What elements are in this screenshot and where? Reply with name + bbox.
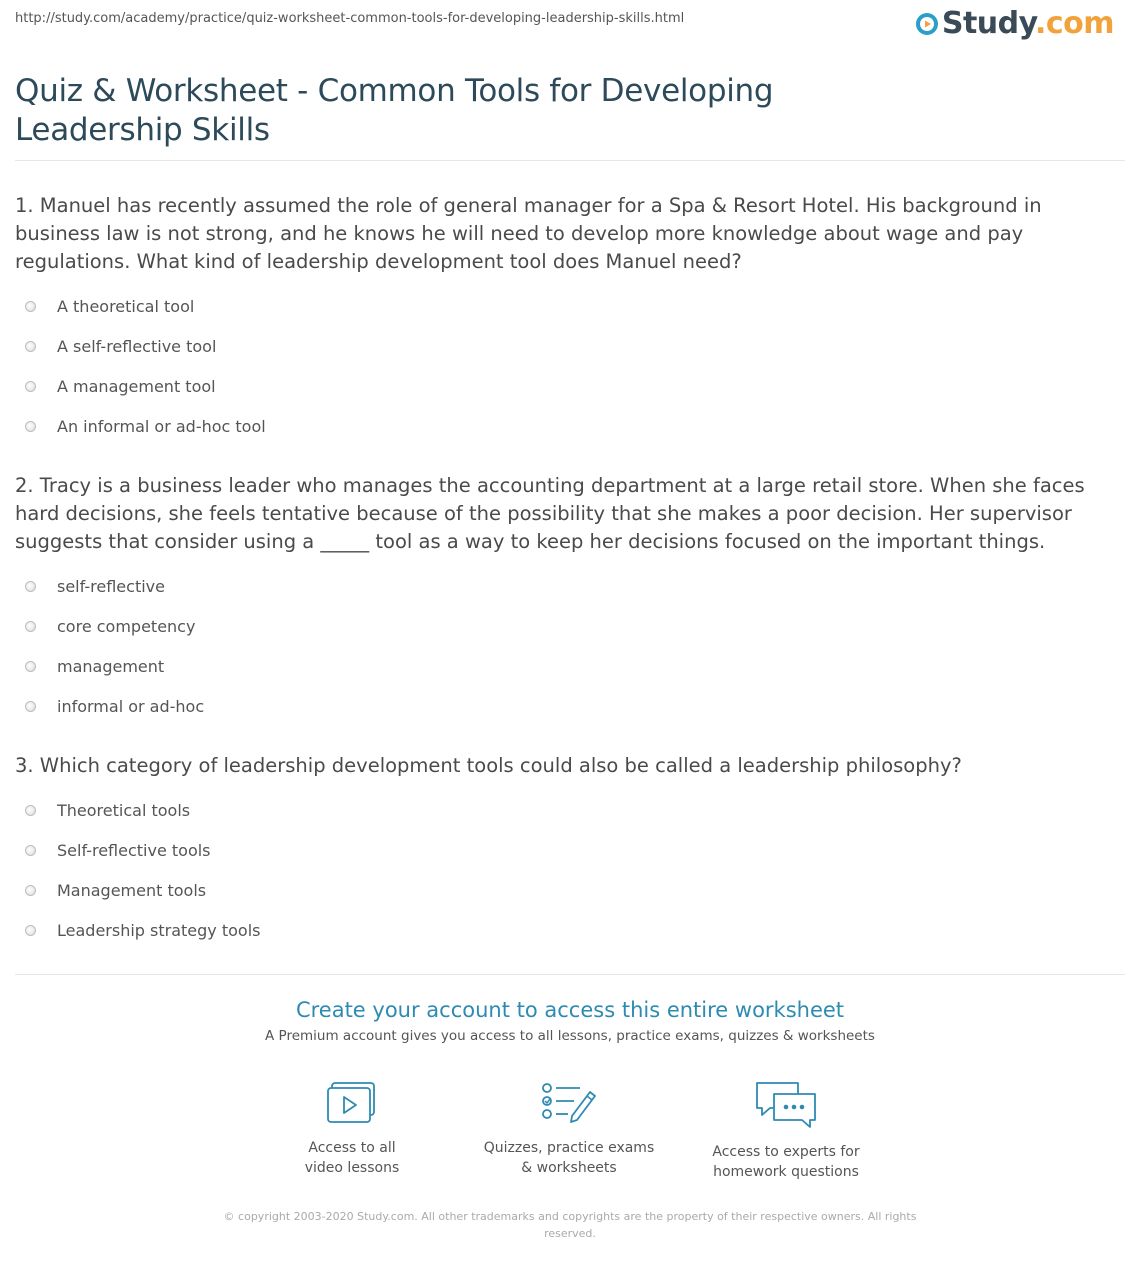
page-title: Quiz & Worksheet - Common Tools for Developing Leadership Skills: [15, 73, 774, 148]
question-text: 1. Manuel has recently assumed the role of general manager for a Spa & Resort Hotel. His background in business law is not strong, and he knows he will need to develop more knowledge about wage and pay regulations. What kind of leadership development tool does Manuel need?: [15, 194, 1042, 273]
radio-button[interactable]: [25, 925, 36, 936]
answer-label: Theoretical tools: [57, 800, 191, 820]
answer-label: Management tools: [57, 880, 207, 900]
answer-label: Leadership strategy tools: [57, 920, 261, 940]
radio-button[interactable]: [25, 845, 36, 856]
study-com-logo[interactable]: [915, 6, 1114, 42]
radio-button[interactable]: [25, 421, 36, 432]
answer-label: management: [57, 656, 165, 676]
answer-label: A management tool: [57, 376, 216, 396]
page-url: http://study.com/academy/practice/quiz-worksheet-common-tools-for-developing-leadership-skills.html: [15, 11, 685, 26]
radio-button[interactable]: [25, 581, 36, 592]
radio-button[interactable]: [25, 805, 36, 816]
radio-button[interactable]: [25, 381, 36, 392]
video-lessons-icon: [326, 1080, 378, 1126]
answer-option[interactable]: [15, 790, 1115, 830]
answer-option[interactable]: [15, 830, 1115, 870]
answer-option[interactable]: [15, 606, 1115, 646]
feature-video-lessons: [252, 1080, 452, 1178]
radio-button[interactable]: [25, 661, 36, 672]
quiz-checklist-icon: [540, 1080, 598, 1126]
question-1: [15, 192, 1115, 446]
answer-list: [15, 566, 1115, 726]
answer-label: An informal or ad-hoc tool: [57, 416, 266, 436]
answer-label: A theoretical tool: [57, 296, 195, 316]
answer-option[interactable]: [15, 286, 1115, 326]
answer-option[interactable]: [15, 326, 1115, 366]
answer-option[interactable]: [15, 366, 1115, 406]
answer-option[interactable]: [15, 566, 1115, 606]
feature-quizzes: [469, 1080, 669, 1178]
answer-option[interactable]: [15, 870, 1115, 910]
play-logo-icon: [915, 12, 939, 36]
feature-label: Access to all video lessons: [304, 1140, 400, 1176]
feature-label: Quizzes, practice exams & worksheets: [483, 1140, 655, 1176]
answer-list: [15, 790, 1115, 950]
answer-label: Self-reflective tools: [57, 840, 211, 860]
answer-option[interactable]: [15, 406, 1115, 446]
premium-description: A Premium account gives you access to all lessons, practice exams, quizzes & worksheets: [265, 1028, 875, 1044]
question-2: [15, 472, 1115, 726]
answer-option[interactable]: [15, 910, 1115, 950]
answer-label: core competency: [57, 616, 196, 636]
logo-wordmark: Study.com: [941, 6, 1114, 41]
question-text: 3. Which category of leadership development tools could also be called a leadership philosophy?: [15, 754, 962, 777]
radio-button[interactable]: [25, 341, 36, 352]
answer-label: A self-reflective tool: [57, 336, 217, 356]
feature-label: Access to experts for homework questions: [712, 1144, 860, 1180]
answer-label: self-reflective: [57, 576, 165, 596]
create-account-link[interactable]: Create your account to access this entire worksheet: [295, 998, 845, 1022]
question-3: [15, 752, 1115, 950]
chat-experts-icon: [754, 1080, 818, 1130]
radio-button[interactable]: [25, 621, 36, 632]
feature-experts: [686, 1080, 886, 1182]
answer-option[interactable]: [15, 686, 1115, 726]
radio-button[interactable]: [25, 701, 36, 712]
copyright-notice: © copyright 2003-2020 Study.com. All other trademarks and copyrights are the property of their respective owners. All rights reserved.: [223, 1210, 917, 1240]
radio-button[interactable]: [25, 885, 36, 896]
question-text: 2. Tracy is a business leader who manages the accounting department at a large retail store. When she faces hard decisions, she feels tentative because of the possibility that she makes a poor decision. Her supervisor suggests that consider using a _____ tool as a way to keep her decisions focused on the important things.: [15, 474, 1085, 553]
answer-option[interactable]: [15, 646, 1115, 686]
answer-label: informal or ad-hoc: [57, 696, 205, 716]
footer-divider: [15, 974, 1125, 975]
radio-button[interactable]: [25, 301, 36, 312]
answer-list: [15, 286, 1115, 446]
header-divider: [15, 160, 1125, 161]
